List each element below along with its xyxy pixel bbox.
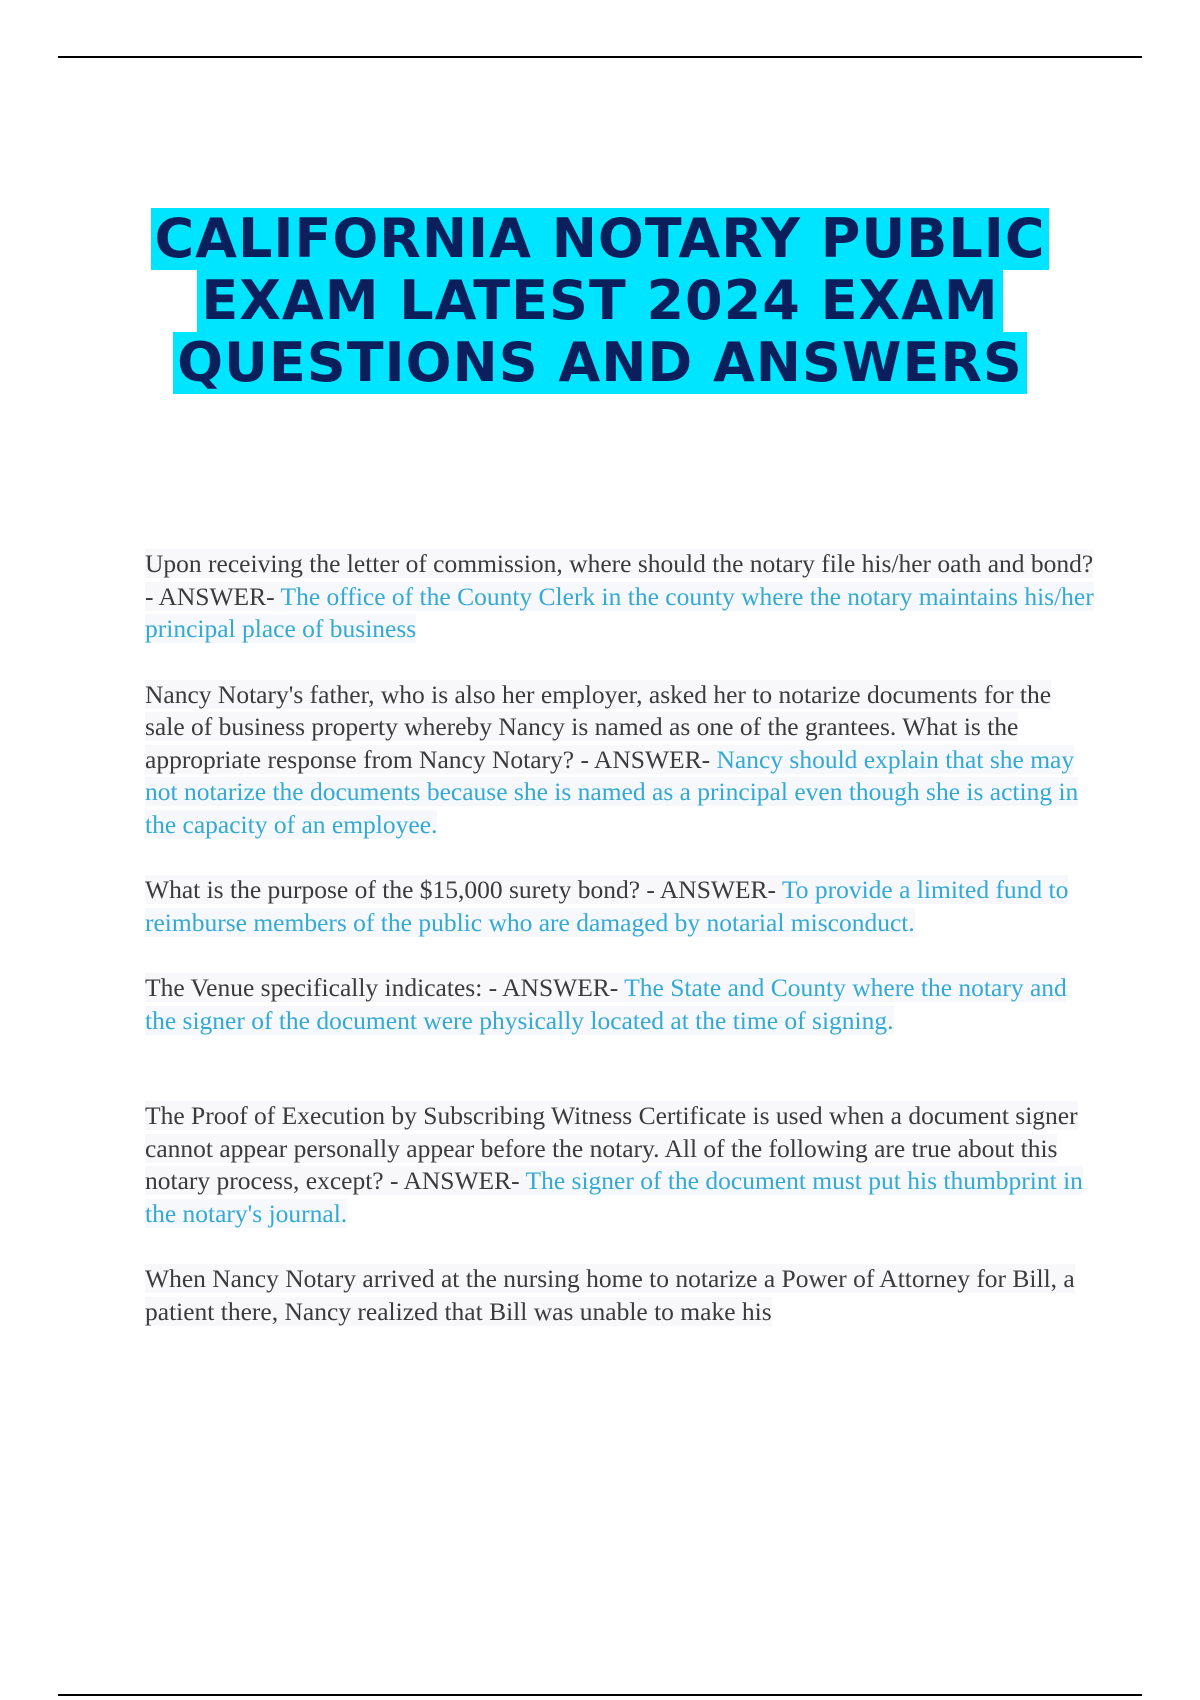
title-line-1: CALIFORNIA NOTARY PUBLIC	[151, 208, 1050, 270]
qa-item	[145, 1100, 1095, 1230]
title-line-2: EXAM LATEST 2024 EXAM	[197, 270, 1002, 332]
question-text: Nancy Notary's father, who is also her employer, asked her to notarize documents for the sale of business property whereby Nancy is named as one of the grantees. What is the appropriate response from Nancy Notary?	[145, 679, 1052, 774]
qa-item	[145, 548, 1095, 646]
answer-text: The office of the County Clerk in the county where the notary maintains his/her principal place of business	[145, 581, 1094, 643]
qa-item-truncated	[145, 1263, 1095, 1328]
answer-separator: - ANSWER-	[482, 973, 625, 1002]
question-text: The Proof of Execution by Subscribing Witness Certificate is used when a document signer cannot appear personally appear before the notary. All of the following are true about this notary process, except?	[145, 1101, 1078, 1195]
answer-text: The State and County where the notary and the signer of the document were physically located at the time of signing.	[145, 973, 1067, 1035]
answer-text: Nancy should explain that she may not notarize the documents because she is named as a principal even though she is acting in the capacity of an employee.	[145, 744, 1079, 839]
top-rule	[58, 56, 1142, 58]
question-text: What is the purpose of the $15,000 surety bond?	[145, 875, 641, 904]
question-text: Upon receiving the letter of commission, where should the notary file his/her oath and bond?	[145, 549, 1094, 578]
truncated-question-text: When Nancy Notary arrived at the nursing home to notarize a Power of Attorney for Bill, a patient there, Nancy realized that Bill was unable to make his	[145, 1264, 1075, 1326]
bottom-rule	[58, 1694, 1142, 1696]
answer-separator: - ANSWER-	[574, 744, 717, 774]
answer-text: The signer of the document must put his thumbprint in the notary's journal.	[145, 1166, 1083, 1228]
qa-list	[145, 548, 1095, 1361]
document-title	[0, 208, 1200, 394]
question-text: The Venue specifically indicates:	[145, 973, 483, 1002]
answer-text: To provide a limited fund to reimburse members of the public who are damaged by notarial misconduct.	[145, 875, 1069, 937]
qa-item	[145, 679, 1095, 842]
answer-separator: - ANSWER-	[640, 875, 782, 904]
qa-item	[145, 972, 1095, 1037]
qa-item	[145, 874, 1095, 939]
answer-separator: - ANSWER-	[383, 1166, 526, 1195]
title-line-3: QUESTIONS AND ANSWERS	[173, 332, 1027, 394]
answer-separator: - ANSWER-	[145, 581, 281, 611]
